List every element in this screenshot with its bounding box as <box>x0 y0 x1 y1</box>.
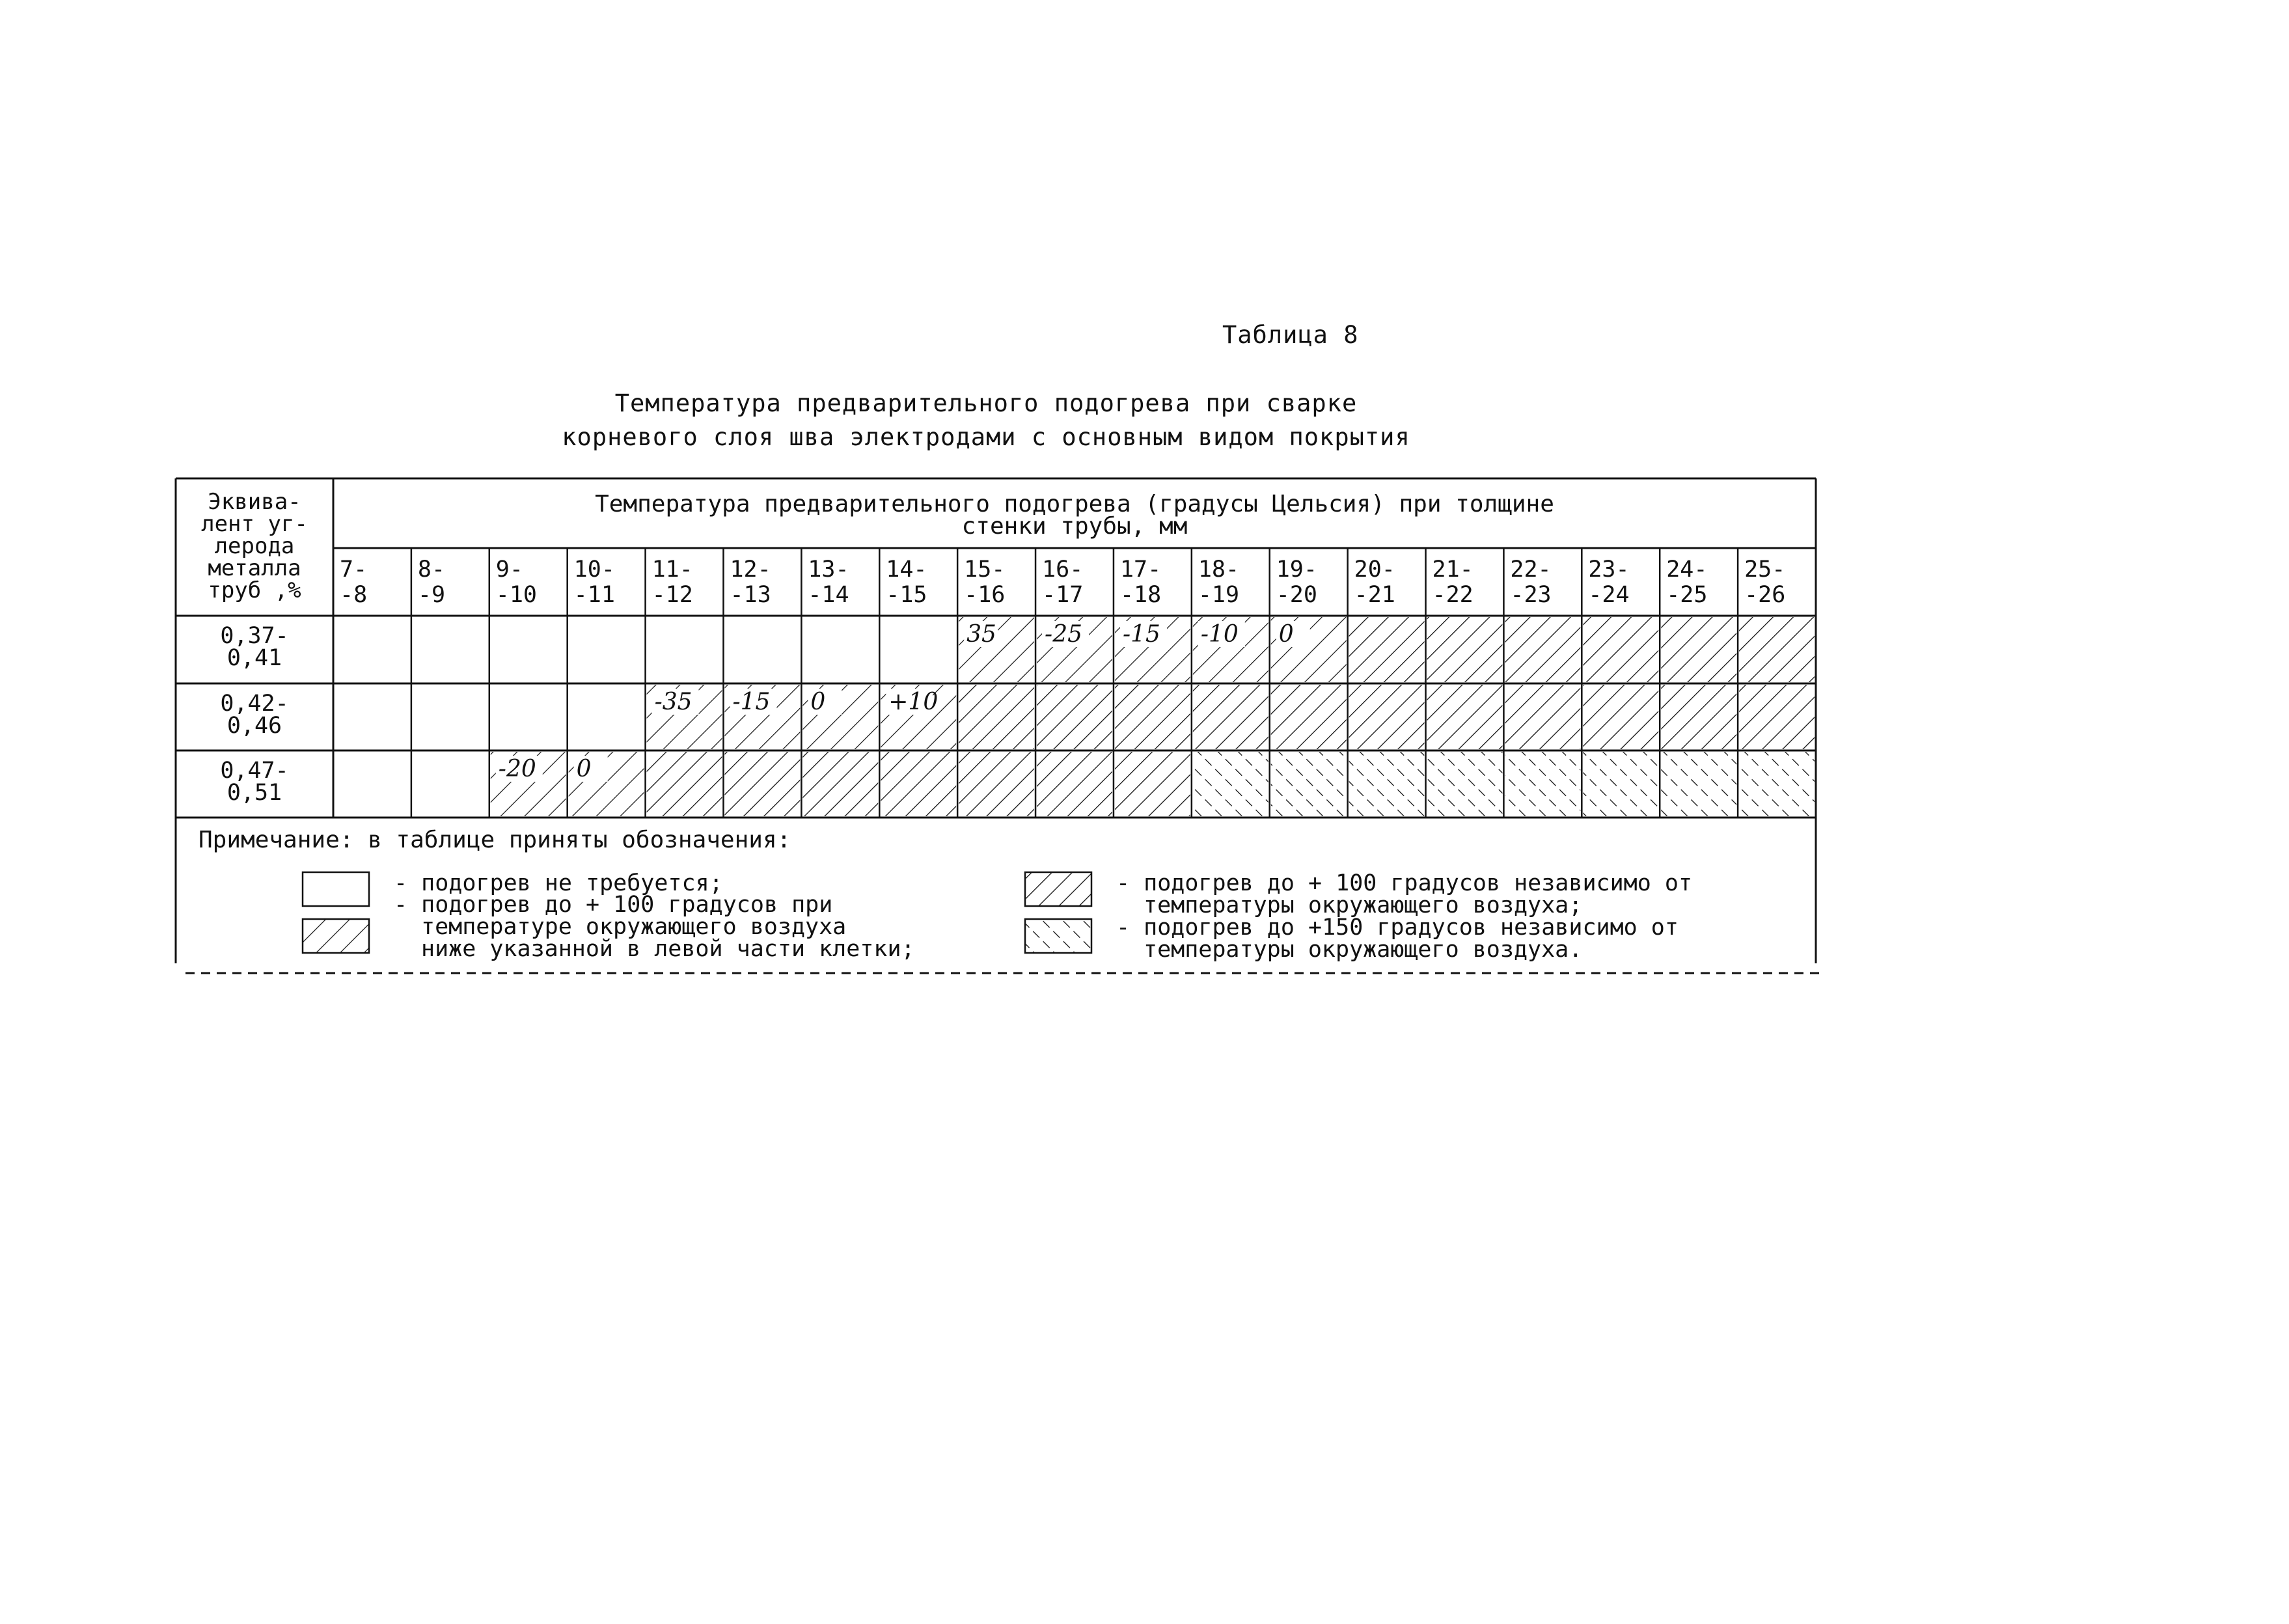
table-title-line-1: Температура предварительного подогрева при сварке <box>614 389 1358 417</box>
thickness-to-16: -23 <box>1510 582 1552 608</box>
legend-h100-text: температуры окружающего воздуха; <box>1144 892 1583 918</box>
carbon-range-end-2: 0,46 <box>226 713 282 739</box>
corner-header-line: лент уг- <box>201 511 308 537</box>
cell-h100-r1c15 <box>1427 617 1503 682</box>
main-header-line: стенки трубы, мм <box>961 513 1188 540</box>
thickness-from-15: 21- <box>1432 557 1473 583</box>
cell-h100-r3c5 <box>647 752 722 816</box>
cell-value: 35 <box>966 621 996 648</box>
thickness-to-18: -25 <box>1666 582 1708 608</box>
cell-h100-r2c11 <box>1115 685 1190 749</box>
thickness-from-8: 14- <box>886 557 927 583</box>
legend-swatch-ambient <box>303 919 369 953</box>
corner-header-line: труб ,% <box>208 577 301 603</box>
legend-swatch-h100 <box>1025 872 1091 906</box>
thickness-from-5: 11- <box>651 557 693 583</box>
thickness-to-7: -14 <box>808 582 849 608</box>
thickness-from-6: 12- <box>730 557 771 583</box>
cell-h100-r3c7 <box>802 752 878 816</box>
cell-value: -15 <box>1122 621 1160 648</box>
cell-h150-r3c18 <box>1661 752 1736 816</box>
legend-h150-text: температуры окружающего воздуха. <box>1144 937 1583 963</box>
thickness-to-19: -26 <box>1744 582 1786 608</box>
thickness-from-16: 22- <box>1510 557 1552 583</box>
thickness-from-10: 16- <box>1042 557 1084 583</box>
thickness-from-3: 9- <box>495 557 523 583</box>
cell-h100-r2c12 <box>1193 685 1268 749</box>
thickness-to-11: -18 <box>1119 582 1162 608</box>
cell-h100-r2c9 <box>959 685 1034 749</box>
cell-h100-r2c18 <box>1661 685 1736 749</box>
legend-h100-text: - подогрев до + 100 градусов независимо от <box>1116 870 1693 896</box>
note-heading: Примечание: в таблице приняты обозначения: <box>199 827 791 853</box>
cell-h150-r3c14 <box>1349 752 1425 816</box>
cell-h100-r2c17 <box>1583 685 1658 749</box>
cell-h100-r2c13 <box>1271 685 1347 749</box>
thickness-to-13: -20 <box>1276 582 1317 608</box>
cell-h100-r2c19 <box>1739 685 1815 749</box>
thickness-to-10: -17 <box>1042 582 1084 608</box>
thickness-to-2: -9 <box>417 582 446 608</box>
cell-h100-r2c14 <box>1349 685 1425 749</box>
carbon-range-start-3: 0,47- <box>220 758 289 784</box>
cell-h100-r3c6 <box>724 752 800 816</box>
thickness-from-4: 10- <box>573 557 615 583</box>
cell-h100-r1c14 <box>1349 617 1425 682</box>
table-title-line-2: корневого слоя шва электродами с основным видом покрытия <box>562 423 1410 451</box>
thickness-to-3: -10 <box>495 582 538 608</box>
thickness-from-7: 13- <box>808 557 849 583</box>
thickness-from-19: 25- <box>1744 557 1786 583</box>
thickness-to-17: -24 <box>1588 582 1630 608</box>
main-header-line: Температура предварительного подогрева (градусы Цельсия) при толщине <box>595 491 1554 517</box>
thickness-to-5: -12 <box>651 582 693 608</box>
thickness-to-9: -16 <box>964 582 1006 608</box>
thickness-from-9: 15- <box>964 557 1006 583</box>
legend-swatch-h150 <box>1025 919 1091 953</box>
cell-h100-r1c17 <box>1583 617 1658 682</box>
legend-none-text: - подогрев не требуется; <box>394 870 723 896</box>
cell-value: -25 <box>1045 621 1083 648</box>
legend-ambient-text: ниже указанной в левой части клетки; <box>421 936 915 962</box>
cell-h100-r3c11 <box>1115 752 1190 816</box>
table-number: Таблица 8 <box>1222 321 1359 349</box>
legend-ambient-text: температуре окружающего воздуха <box>421 914 847 940</box>
thickness-from-2: 8- <box>417 557 446 583</box>
carbon-range-start-1: 0,37- <box>220 623 289 649</box>
carbon-range-start-2: 0,42- <box>220 691 289 717</box>
cell-h150-r3c13 <box>1271 752 1347 816</box>
thickness-from-14: 20- <box>1354 557 1395 583</box>
cell-h100-r1c19 <box>1739 617 1815 682</box>
thickness-from-1: 7- <box>340 557 368 583</box>
thickness-to-15: -22 <box>1432 582 1473 608</box>
carbon-range-end-1: 0,41 <box>226 645 282 671</box>
cell-h150-r3c17 <box>1583 752 1658 816</box>
thickness-from-13: 19- <box>1276 557 1317 583</box>
thickness-to-4: -11 <box>573 582 615 608</box>
cell-value: -20 <box>498 756 536 782</box>
thickness-from-12: 18- <box>1198 557 1240 583</box>
cell-value: 0 <box>1278 621 1294 648</box>
thickness-from-11: 17- <box>1119 557 1162 583</box>
cell-h150-r3c16 <box>1505 752 1580 816</box>
cell-value: 0 <box>810 689 826 715</box>
cell-value: +10 <box>888 689 939 715</box>
cell-h100-r2c16 <box>1505 685 1580 749</box>
thickness-to-12: -19 <box>1198 582 1240 608</box>
thickness-from-17: 23- <box>1588 557 1630 583</box>
thickness-from-18: 24- <box>1666 557 1708 583</box>
cell-h150-r3c12 <box>1193 752 1268 816</box>
cell-h100-r2c15 <box>1427 685 1503 749</box>
cell-h100-r2c10 <box>1037 685 1112 749</box>
cell-h150-r3c15 <box>1427 752 1503 816</box>
cell-h100-r1c18 <box>1661 617 1736 682</box>
thickness-to-1: -8 <box>340 582 368 608</box>
carbon-range-end-3: 0,51 <box>226 780 282 806</box>
cell-h100-r3c10 <box>1037 752 1112 816</box>
thickness-to-8: -15 <box>886 582 927 608</box>
cell-h100-r3c9 <box>959 752 1034 816</box>
cell-h100-r1c16 <box>1505 617 1580 682</box>
corner-header-line: Эквива- <box>208 489 301 515</box>
cell-h150-r3c19 <box>1739 752 1815 816</box>
legend-h150-text: - подогрев до +150 градусов независимо от <box>1116 915 1679 941</box>
cell-value: -15 <box>732 689 771 715</box>
legend-ambient-text: - подогрев до + 100 градусов при <box>394 892 833 918</box>
thickness-to-14: -21 <box>1354 582 1395 608</box>
corner-header-line: металла <box>208 555 301 581</box>
cell-value: 0 <box>576 756 592 782</box>
cell-value: -35 <box>654 689 692 715</box>
corner-header-line: лерода <box>214 533 295 559</box>
cell-h100-r3c8 <box>881 752 956 816</box>
cell-value: -10 <box>1200 621 1239 648</box>
legend-swatch-none <box>303 872 369 906</box>
thickness-to-6: -13 <box>730 582 771 608</box>
